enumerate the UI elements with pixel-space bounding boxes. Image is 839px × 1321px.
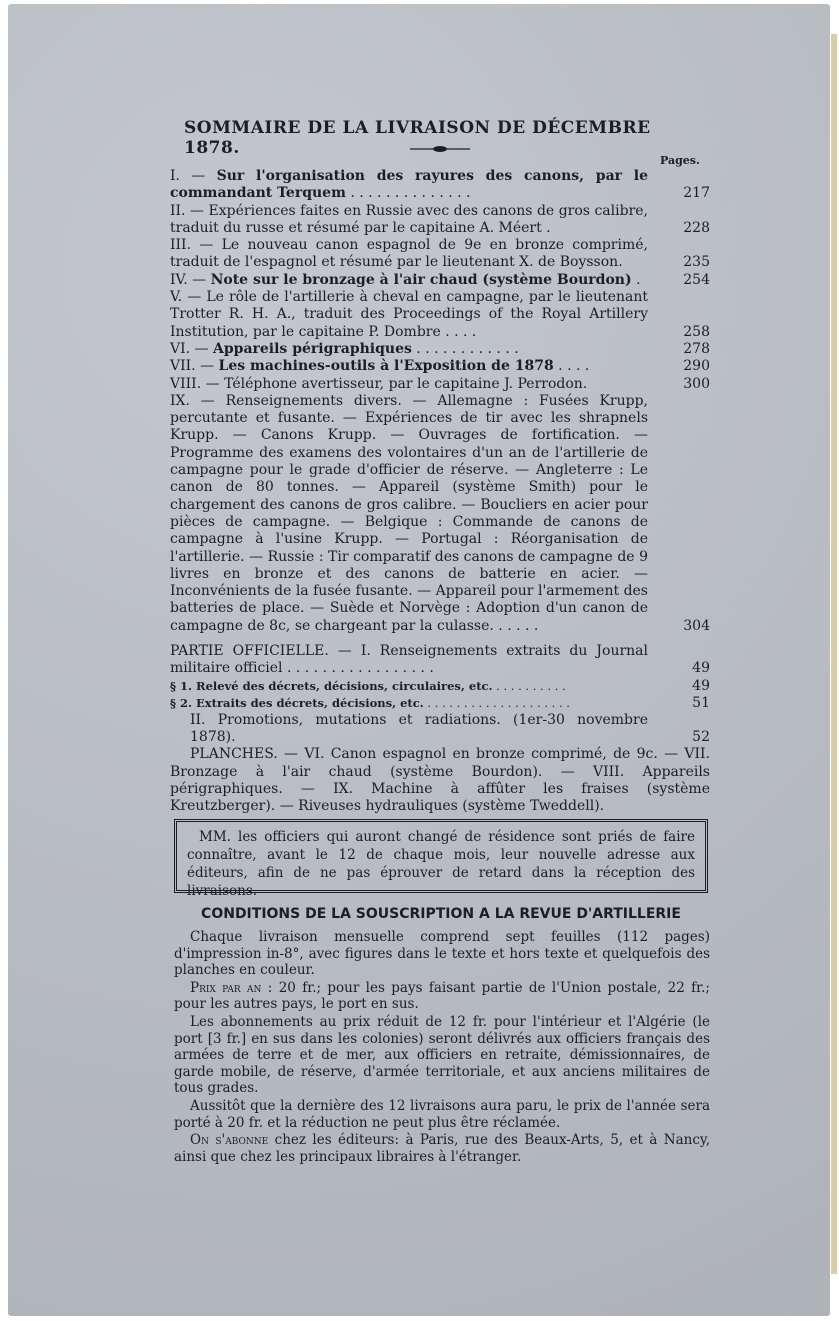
page-title: SOMMAIRE DE LA LIVRAISON DE DÉCEMBRE 1878. <box>184 118 651 158</box>
toc-entry: VII. — Les machines-outils à l'Exposition de 1878 . . . . 290 <box>170 358 710 375</box>
toc-page-number: 228 <box>683 219 710 236</box>
toc-entry: III. — Le nouveau canon espagnol de 9e en bronze comprimé, traduit de l'espagnol et résumé par le lieutenant X. de Boysson. 235 <box>170 237 710 271</box>
toc-entry: V. — Le rôle de l'artillerie à cheval en campagne, par le lieutenant Trotter R. H. A., traduit des Proceedings of the Royal Artillery Institution, par le capitaine P. Dombre . . . . 258 <box>170 289 710 340</box>
toc-page-number: 235 <box>683 254 710 271</box>
toc-page-number: 49 <box>692 677 710 694</box>
toc-page-number: 51 <box>692 694 710 711</box>
toc-entry: IV. — Note sur le bronzage à l'air chaud (système Bourdon) . 254 <box>170 271 710 288</box>
official-part-heading: PARTIE OFFICIELLE. — I. Renseignements extraits du Journal militaire officiel . . . . . . . . . . . . . . . . . 49 <box>170 643 710 677</box>
conditions-title: CONDITIONS DE LA SOUSCRIPTION A LA REVUE D'ARTILLERIE <box>201 906 681 922</box>
toc-entry: II. — Expériences faites en Russie avec des canons de gros calibre, traduit du russe et résumé par le capitaine A. Méert . 228 <box>170 202 710 236</box>
notice-text: MM. les officiers qui auront changé de résidence sont priés de faire connaître, avant le 12 de chaque mois, leur nouvelle adresse aux éditeurs, afin de ne pas éprouver de retard dans la réception des livraisons. <box>187 829 695 899</box>
toc-page-number: 49 <box>692 660 710 677</box>
toc-page-number: 258 <box>683 323 710 340</box>
conditions-paragraph: Chaque livraison mensuelle comprend sept feuilles (112 pages) d'impression in-8°, avec figures dans le texte et hors texte et quelquefois des planches en couleur. <box>174 929 710 979</box>
conditions-paragraph: Aussitôt que la dernière des 12 livraisons aura paru, le prix de l'année sera porté à 20 fr. et la réduction ne peut plus être réclamée. <box>174 1097 710 1131</box>
page <box>8 4 830 1316</box>
toc-page-number: 304 <box>683 617 710 634</box>
pages-column-label: Pages. <box>660 154 700 167</box>
toc-page-number: 254 <box>683 271 710 288</box>
toc-page-number: 278 <box>683 340 710 357</box>
conditions-paragraph: On s'abonne chez les éditeurs: à Paris, rue des Beaux-Arts, 5, et à Nancy, ainsi que chez les principaux libraires à l'étranger. <box>174 1132 711 1165</box>
conditions-text <box>174 929 710 1166</box>
toc-page-number: 300 <box>683 375 710 392</box>
table-of-contents <box>170 168 710 815</box>
toc-page-number: 290 <box>683 358 710 375</box>
planches-list: PLANCHES. — VI. Canon espagnol en bronze comprimé, de 9c. — VII. Bronzage à l'air chaud (système Bourdon). — VIII. Appareils périgraphiques. — IX. Machine à affûter les fraises (système Kreutzberger). — Riveuses hydrauliques (système Tweddell). <box>170 746 710 815</box>
toc-entry: I. — Sur l'organisation des rayures des canons, par le commandant Terquem . . . . . . . . . . . . . . 217 <box>170 168 710 202</box>
toc-page-number: 217 <box>683 185 710 202</box>
official-section-2: § 2. Extraits des décrets, décisions, etc. . . . . . . . . . . . . . . . . . . . . 51 <box>170 694 710 711</box>
conditions-paragraph: Prix par an : 20 fr.; pour les pays faisant partie de l'Union postale, 22 fr.; pour les autres pays, le port en sus. <box>174 979 710 1013</box>
toc-entry: VI. — Appareils périgraphiques . . . . . . . . . . . . 278 <box>170 340 710 357</box>
toc-entry: VIII. — Téléphone avertisseur, par le capitaine J. Perrodon. 300 <box>170 375 710 392</box>
ornament-rule <box>410 144 470 154</box>
conditions-paragraph: Les abonnements au prix réduit de 12 fr. pour l'intérieur et l'Algérie (le port [3 fr.] en sus dans les colonies) seront délivrés aux officiers français des armées de terre et de mer, aux officiers en retraite, démissionnaires, de garde mobile, de réserve, d'armée territoriale, et aux anciens militaires de tous grades. <box>174 1013 710 1097</box>
official-promotions: II. Promotions, mutations et radiations. (1er-30 novembre 1878). 52 <box>190 711 710 745</box>
toc-entry: IX. — Renseignements divers. — Allemagne : Fusées Krupp, percutante et fusante. — Expériences de tir avec les shrapnels Krupp. — Canons Krupp. — Ouvrages de fortification. — Programme des examens des volontaires d'un an de l'artillerie de campagne pour le grade d'officier de réserve. — Angleterre : Le canon de 80 tonnes. — Appareil (système Smith) pour le chargement des canons de gros calibre. — Boucliers en acier pour pièces de campagne. — Belgique : Commande de canons de campagne à l'usine Krupp. — Portugal : Réorganisation de l'artillerie. — Russie : Tir comparatif des canons de campagne de 9 livres en bronze et des canons de batterie en acier. — Inconvénients de la fusée fusante. — Appareil pour l'armement des batteries de place. — Suède et Norvège : Adoption d'un canon de campagne de 8c, se chargeant par la culasse. . . . . . 304 <box>170 392 710 634</box>
toc-page-number: 52 <box>692 728 710 745</box>
notice-box <box>174 819 708 899</box>
official-section-1: § 1. Relevé des décrets, décisions, circulaires, etc. . . . . . . . . . . 49 <box>170 677 710 694</box>
